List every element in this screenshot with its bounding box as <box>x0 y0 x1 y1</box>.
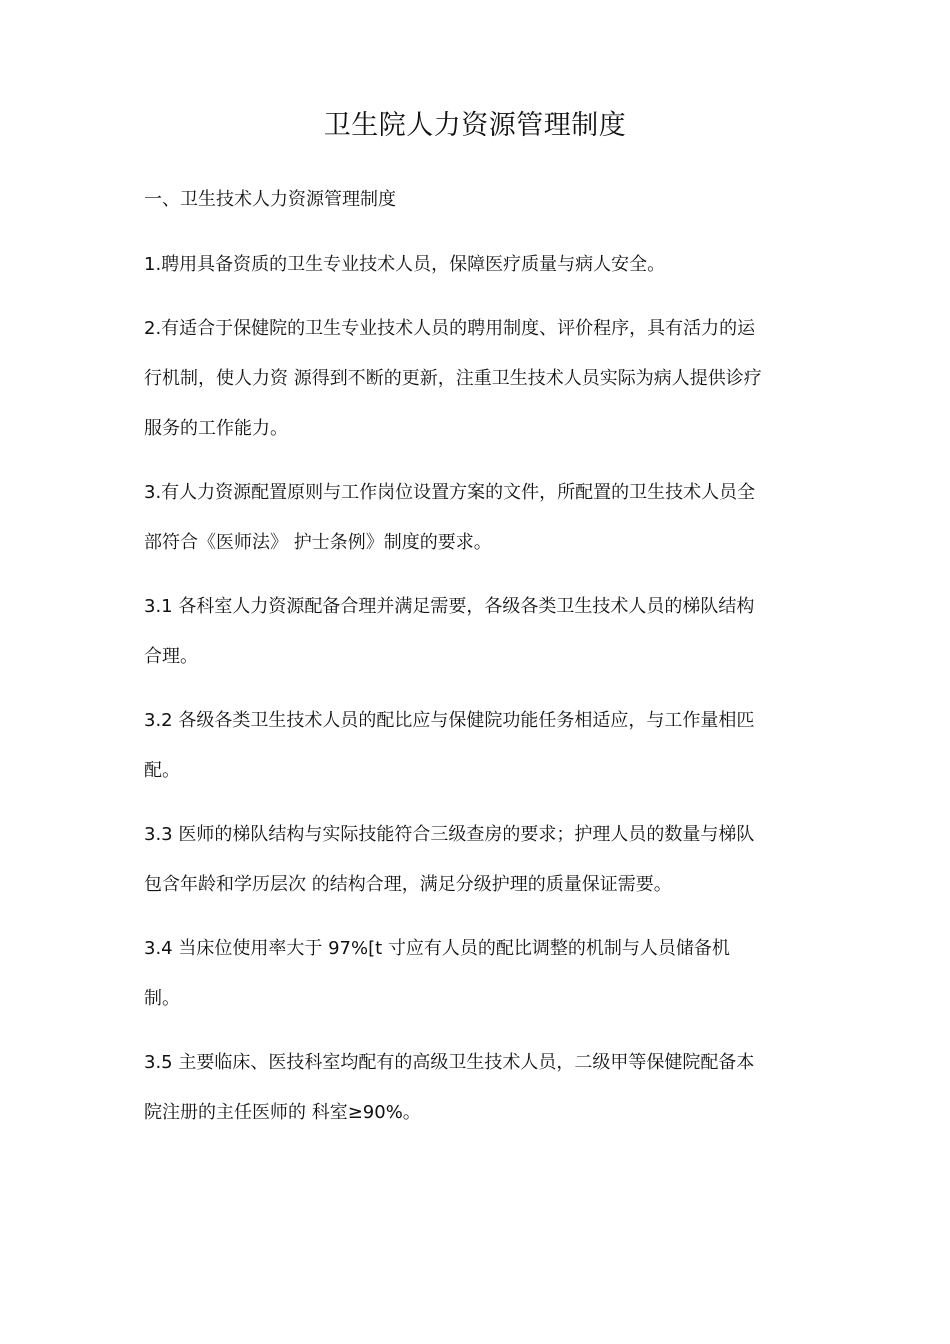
paragraph-line: 合理。 <box>144 646 198 667</box>
paragraph-line: 3.有人力资源配置原则与工作岗位设置方案的文件，所配置的卫生技术人员全 <box>144 482 756 503</box>
paragraph-line: 3.3 医师的梯队结构与实际技能符合三级查房的要求；护理人员的数量与梯队 <box>144 824 755 845</box>
paragraph-line: 制。 <box>144 988 180 1009</box>
paragraph-line: 2.有适合于保健院的卫生专业技术人员的聘用制度、评价程序，具有活力的运 <box>144 318 756 339</box>
section-heading: 一、卫生技术人力资源管理制度 <box>144 189 396 210</box>
paragraph-line: 院注册的主任医师的 科室≥90%。 <box>144 1102 421 1123</box>
paragraph-line: 包含年龄和学历层次 的结构合理，满足分级护理的质量保证需要。 <box>144 874 672 895</box>
paragraph-line: 行机制，使人力资 源得到不断的更新，注重卫生技术人员实际为病人提供诊疗 <box>144 368 762 389</box>
paragraph-line: 1.聘用具备资质的卫生专业技术人员，保障医疗质量与病人安全。 <box>144 254 666 275</box>
paragraph-line: 配。 <box>144 760 180 781</box>
paragraph-line: 服务的工作能力。 <box>144 418 288 439</box>
paragraph-line: 部符合《医师法》 护士条例》制度的要求。 <box>144 532 492 553</box>
document-title: 卫生院人力资源管理制度 <box>323 110 627 141</box>
paragraph-line: 3.4 当床位使用率大于 97%[t 寸应有人员的配比调整的机制与人员储备机 <box>144 938 730 959</box>
paragraph-line: 3.2 各级各类卫生技术人员的配比应与保健院功能任务相适应，与工作量相匹 <box>144 710 755 731</box>
paragraph-line: 3.1 各科室人力资源配备合理并满足需要，各级各类卫生技术人员的梯队结构 <box>144 596 755 617</box>
paragraph-line: 3.5 主要临床、医技科室均配有的高级卫生技术人员，二级甲等保健院配备本 <box>144 1052 755 1073</box>
